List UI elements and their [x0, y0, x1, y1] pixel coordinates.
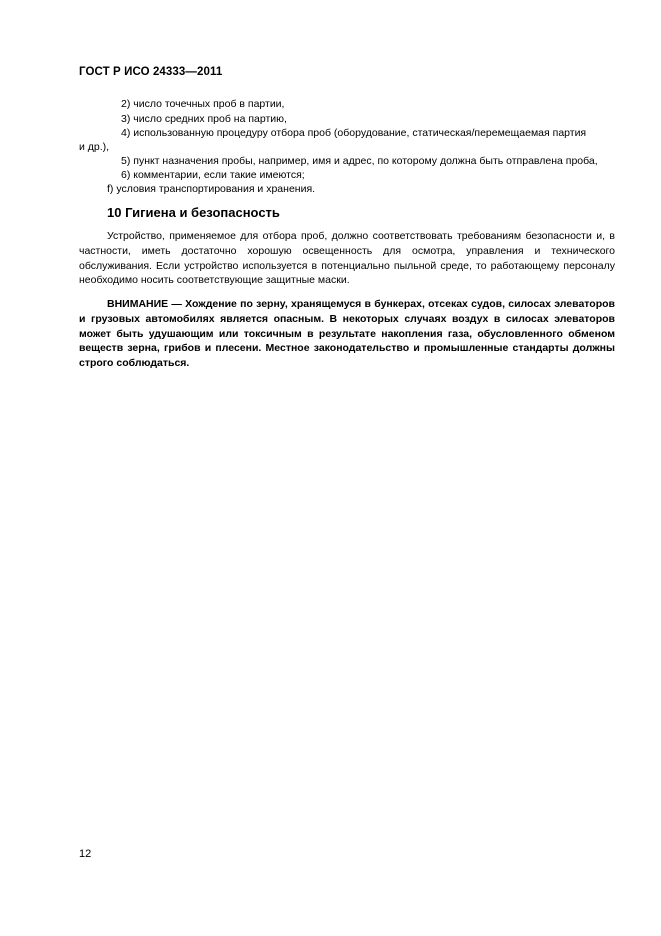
document-header: ГОСТ Р ИСО 24333—2011	[79, 66, 223, 78]
list-item: 6) комментарии, если такие имеются;	[121, 169, 305, 181]
page-number: 12	[79, 848, 92, 860]
list-item: f) условия транспортирования и хранения.	[107, 183, 316, 195]
list-item-continuation: и др.),	[79, 141, 110, 153]
section-paragraph: Устройство, применяемое для отбора проб, должно соответствовать требованиям безопасности и, в частности, иметь достаточно хорошую освещенность для осмотра, управления и технического обслуживания. Если устройство используется в потенциально пыльной среде, то работающему персоналу необходимо носить соответствующие защитные маски.	[79, 230, 615, 287]
list-item: 4) использованную процедуру отбора проб (оборудование, статическая/перемещаемая партия	[121, 127, 587, 139]
list-item: 2) число точечных проб в партии,	[121, 98, 285, 110]
list-item: 5) пункт назначения пробы, например, имя и адрес, по которому должна быть отправлена проба,	[121, 155, 598, 167]
section-heading: 10 Гигиена и безопасность	[107, 205, 280, 220]
warning-paragraph: ВНИМАНИЕ — Хождение по зерну, хранящемуся в бункерах, отсеках судов, силосах элеваторов и грузовых автомобилях является опасным. В некоторых случаях воздух в силосах элеваторов может быть удушающим или токсичным в результате накопления газа, обусловленного обменом веществ зерна, грибов и плесени. Местное законодательство и промышленные стандарты должны строго соблюдаться.	[79, 298, 615, 370]
list-item: 3) число средних проб на партию,	[121, 113, 287, 125]
